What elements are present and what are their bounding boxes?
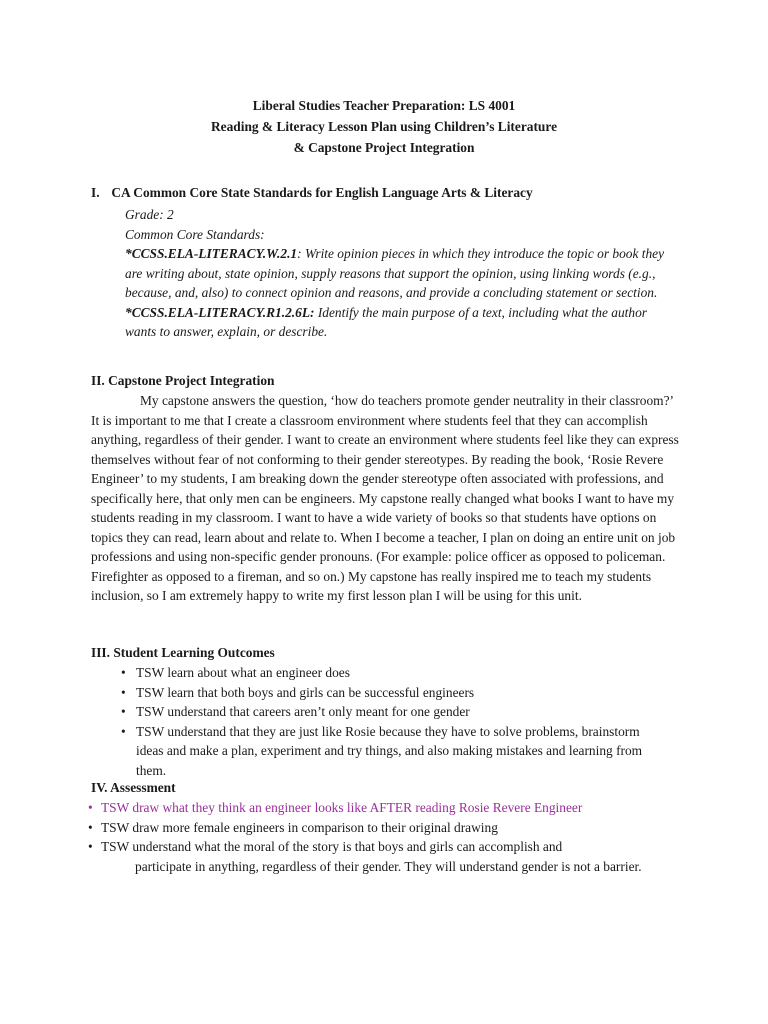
list-item-highlighted: [88, 798, 678, 818]
list-item-text: TSW understand that they are just like Rosie because they have to solve problems, brainstorm ideas and make a plan, experiment and try things, and also making mistakes and learning from them.: [136, 723, 643, 778]
list-item-text: TSW learn about what an engineer does: [136, 665, 350, 680]
section-3-heading: III. Student Learning Outcomes: [91, 645, 275, 660]
bullet-icon: •: [121, 684, 126, 700]
list-item-text: TSW draw more female engineers in comparison to their original drawing: [101, 819, 498, 835]
section-4-heading: IV. Assessment: [91, 780, 176, 795]
list-item: [88, 837, 678, 876]
list-item: [121, 663, 661, 683]
list-item-text: TSW draw what they think an engineer looks like AFTER reading Rosie Revere Engineer: [101, 800, 583, 815]
header-line-lesson-plan: Reading & Literacy Lesson Plan using Children’s Literature: [210, 119, 558, 134]
header-line-course: Liberal Studies Teacher Preparation: LS 4001: [252, 98, 516, 113]
section-1-number: I.: [91, 185, 100, 200]
standards-label: Common Core Standards:: [125, 226, 265, 242]
section-1-title: CA Common Core State Standards for English Language Arts & Literacy: [111, 185, 533, 200]
list-item-text: TSW learn that both boys and girls can be successful engineers: [136, 684, 475, 700]
header-line-capstone: & Capstone Project Integration: [293, 140, 475, 155]
bullet-icon: •: [88, 800, 93, 815]
list-item: [88, 818, 678, 838]
learning-outcomes-list: [121, 663, 661, 780]
list-item: [121, 702, 661, 722]
grade-line: Grade: 2: [125, 207, 174, 222]
bullet-icon: •: [88, 819, 93, 835]
list-item-text: TSW understand that careers aren’t only meant for one gender: [136, 704, 470, 719]
standard-w21: [125, 244, 670, 303]
standard-r126l-text: Identify the main purpose of a text, including what the author wants to answer, explain, or describe.: [125, 304, 647, 339]
standard-w21-text: : Write opinion pieces in which they introduce the topic or book they are writing about, state opinion, supply reasons that support the opinion, using linking words (e.g., because, and, also) to connect opinion and reasons, and provide a concluding statement or section.: [125, 246, 665, 300]
bullet-icon: •: [121, 704, 126, 719]
list-item-text-continued: participate in anything, regardless of their gender. They will understand gender is not a barrier.: [135, 858, 642, 874]
assessment-list: [88, 798, 678, 876]
bullet-icon: •: [88, 839, 93, 854]
standard-r126l-code: *CCSS.ELA-LITERACY.R1.2.6L:: [125, 304, 315, 320]
list-item: [121, 722, 661, 781]
section-2-paragraph: My capstone answers the question, ‘how do teachers promote gender neutrality in their classroom?’ It is important to me that I create a classroom environment where students feel that they can accomplish anything, regardless of their gender. I want to create an environment where students feel like they can express themselves without fear of not conforming to their gender stereotypes. By reading the book, ‘Rosie Revere Engineer’ to my students, I am breaking down the gender stereotype often associated with professions, and specifically here, that only men can be engineers. My capstone really changed what books I want to have my students reading in my classroom. I want to have a wide variety of books so that students have options on topics they can read, learn about and relate to. When I become a teacher, I plan on doing an entire unit on job professions and using non-specific gender pronouns. (For example: police officer as opposed to policeman. Firefighter as opposed to a fireman, and so on.) My capstone has really inspired me to teach my students inclusion, so I am extremely happy to write my first lesson plan I will be using for this unit.: [91, 393, 679, 603]
section-1-body: [125, 205, 670, 342]
bullet-icon: •: [121, 665, 126, 680]
bullet-icon: •: [121, 723, 126, 739]
standard-r126l: [125, 303, 670, 342]
document-header: [0, 95, 768, 158]
section-1-heading: [91, 185, 533, 201]
list-item-text: TSW understand what the moral of the story is that boys and girls can accomplish and: [101, 839, 563, 854]
section-2-heading: II. Capstone Project Integration: [91, 373, 275, 388]
list-item: [121, 683, 661, 703]
standard-w21-code: *CCSS.ELA-LITERACY.W.2.1: [125, 246, 298, 261]
